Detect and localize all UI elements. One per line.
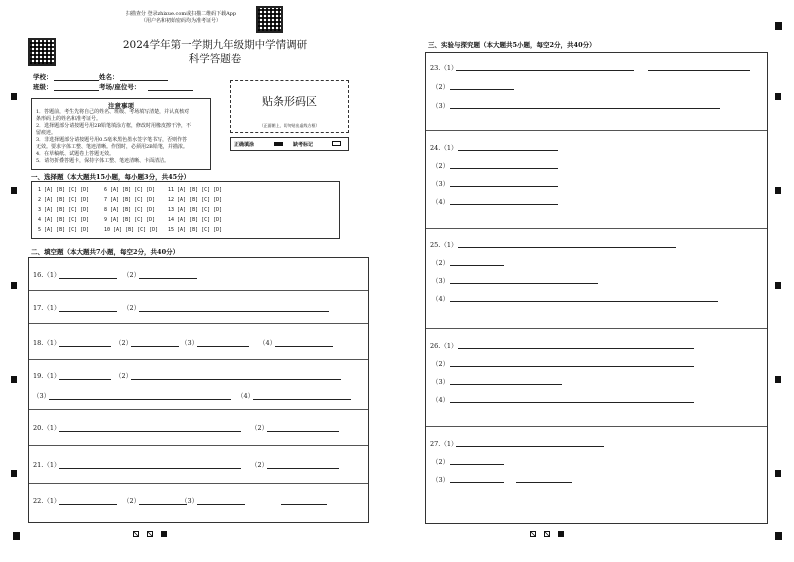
answer-line[interactable]: [450, 89, 514, 90]
choice-item[interactable]: 8 [A] [B] [C] [D]: [104, 207, 156, 213]
answer-line[interactable]: [275, 346, 333, 347]
question-18: [29, 324, 368, 360]
notice-line: 5．请勿折叠答题卡，保持字体工整、笔迹清晰、卡面清洁。: [36, 158, 170, 164]
q26-4-label: （4）: [432, 396, 450, 404]
answer-line[interactable]: [59, 379, 111, 380]
notice-line: 条形码上的姓名和准考证号。: [36, 116, 102, 122]
answer-line[interactable]: [516, 482, 572, 483]
registration-mark: [775, 470, 781, 477]
barcode-title: 贴条形码区: [262, 95, 317, 108]
answer-line[interactable]: [450, 186, 558, 187]
student-qr-code-icon: [28, 38, 56, 66]
choice-item[interactable]: 10 [A] [B] [C] [D]: [104, 227, 159, 233]
answer-line[interactable]: [139, 311, 329, 312]
answer-line[interactable]: [450, 482, 504, 483]
answer-line[interactable]: [139, 278, 197, 279]
q20-label: 20.（1）: [33, 424, 61, 432]
answer-line[interactable]: [59, 278, 117, 279]
q19-label: 19.（1）: [33, 372, 61, 380]
correct-fill-label: 正确填涂: [234, 142, 255, 148]
q24-label: 24.（1）: [430, 144, 458, 152]
answer-line[interactable]: [59, 431, 241, 432]
correct-fill-sample-icon: [274, 142, 283, 146]
answer-line[interactable]: [197, 346, 249, 347]
exam-room-field[interactable]: [148, 90, 193, 91]
q17-label: 17.（1）: [33, 304, 61, 312]
answer-line[interactable]: [281, 504, 327, 505]
fill-in-answer-box: [28, 257, 369, 523]
choice-item[interactable]: 6 [A] [B] [C] [D]: [104, 187, 156, 193]
registration-mark: [11, 470, 17, 477]
answer-line[interactable]: [267, 468, 339, 469]
choice-item[interactable]: 15 [A] [B] [C] [D]: [168, 227, 223, 233]
name-field[interactable]: [120, 80, 168, 81]
q18-2-label: （2）: [115, 339, 133, 347]
answer-line[interactable]: [49, 399, 231, 400]
answer-line[interactable]: [458, 348, 694, 349]
question-25: [426, 229, 767, 329]
choice-item[interactable]: 2 [A] [B] [C] [D]: [38, 197, 90, 203]
choice-item[interactable]: 14 [A] [B] [C] [D]: [168, 217, 223, 223]
registration-mark: [11, 282, 17, 289]
answer-line[interactable]: [456, 446, 604, 447]
choice-item[interactable]: 9 [A] [B] [C] [D]: [104, 217, 156, 223]
question-26: [426, 329, 767, 427]
question-20: [29, 410, 368, 446]
q19-3-label: （3）: [33, 392, 51, 400]
answer-line[interactable]: [267, 431, 339, 432]
q16-2-label: （2）: [123, 271, 141, 279]
q23-3-label: （3）: [432, 102, 450, 110]
section2-title: 二、填空题（本大题共7小题，每空2分，共40分）: [31, 248, 180, 256]
absent-mark-checkbox[interactable]: [332, 141, 341, 146]
q25-4-label: （4）: [432, 295, 450, 303]
answer-line[interactable]: [648, 70, 750, 71]
registration-mark: [775, 282, 781, 289]
notice-line: 4．在草稿纸、试题卷上答题无效。: [36, 151, 115, 157]
school-label: 学校：: [33, 73, 53, 81]
q26-3-label: （3）: [432, 378, 450, 386]
app-qr-code-icon: [256, 6, 283, 33]
exam-room-label: 考场/座位号：: [99, 83, 141, 91]
answer-line[interactable]: [456, 70, 634, 71]
page-subtitle: 科学答题卷: [188, 53, 242, 65]
q25-label: 25.（1）: [430, 241, 458, 249]
experiment-answer-box: [425, 52, 768, 524]
registration-mark: [775, 93, 781, 100]
fill-legend: [230, 137, 349, 151]
registration-mark: [775, 22, 782, 30]
choice-item[interactable]: 4 [A] [B] [C] [D]: [38, 217, 90, 223]
registration-mark: [13, 532, 20, 540]
q16-label: 16.（1）: [33, 271, 61, 279]
answer-line[interactable]: [59, 504, 117, 505]
q26-label: 26.（1）: [430, 342, 458, 350]
answer-line[interactable]: [450, 265, 504, 266]
answer-line[interactable]: [450, 204, 558, 205]
choice-item[interactable]: 5 [A] [B] [C] [D]: [38, 227, 90, 233]
answer-line[interactable]: [131, 346, 179, 347]
q20-2-label: （2）: [251, 424, 269, 432]
choice-item[interactable]: 12 [A] [B] [C] [D]: [168, 197, 223, 203]
notice-line: 2．选择题部分请按题号用2B铅笔填涂方框，修改时用橡皮擦干净，不: [36, 123, 192, 129]
section3-title: 三、实验与探究题（本大题共5小题，每空2分，共40分）: [428, 41, 596, 49]
q26-2-label: （2）: [432, 360, 450, 368]
class-label: 班级：: [33, 83, 53, 91]
notice-line: 无效。要求字体工整、笔迹清晰。作图时，必须用2B铅笔，并描浓。: [36, 144, 188, 150]
q19-2-label: （2）: [115, 372, 133, 380]
q22-label: 22.（1）: [33, 497, 61, 505]
q21-label: 21.（1）: [33, 461, 61, 469]
scan-instruction-note: （用户名和初始密码均为准考证号）: [140, 18, 221, 24]
answer-line[interactable]: [450, 168, 558, 169]
choice-item[interactable]: 3 [A] [B] [C] [D]: [38, 207, 90, 213]
answer-line[interactable]: [450, 301, 718, 302]
registration-mark: [775, 532, 782, 540]
answer-line[interactable]: [450, 366, 694, 367]
q18-4-label: （4）: [259, 339, 277, 347]
answer-line[interactable]: [450, 384, 562, 385]
registration-mark: [775, 187, 781, 194]
page-code-mark: [544, 531, 550, 537]
page-code-mark: [161, 531, 167, 537]
q25-2-label: （2）: [432, 259, 450, 267]
q17-2-label: （2）: [123, 304, 141, 312]
page-code-mark: [558, 531, 564, 537]
class-field[interactable]: [54, 90, 99, 91]
school-field[interactable]: [54, 80, 99, 81]
question-27: [426, 427, 767, 525]
choice-grid: [31, 181, 340, 239]
registration-mark: [11, 376, 17, 383]
section1-title: 一、选择题（本大题共15小题，每小题3分，共45分）: [31, 173, 191, 181]
choice-item[interactable]: 7 [A] [B] [C] [D]: [104, 197, 156, 203]
q23-label: 23.（1）: [430, 64, 458, 72]
answer-line[interactable]: [59, 346, 111, 347]
question-19: [29, 360, 368, 410]
question-24: [426, 131, 767, 229]
question-22: [29, 484, 368, 524]
notice-box: [31, 98, 211, 170]
answer-line[interactable]: [450, 402, 694, 403]
q24-3-label: （3）: [432, 180, 450, 188]
choice-item[interactable]: 11 [A] [B] [C] [D]: [168, 187, 223, 193]
absent-mark-label: 缺考标记: [293, 142, 314, 148]
answer-line[interactable]: [458, 247, 676, 248]
q21-2-label: （2）: [251, 461, 269, 469]
q18-3-label: （3）: [181, 339, 199, 347]
notice-line: 3．非选择题部分请按题号用0.5毫米黑色墨水签字笔书写，否则作答: [36, 137, 188, 143]
q23-2-label: （2）: [432, 83, 450, 91]
answer-line[interactable]: [450, 283, 598, 284]
q27-3-label: （3）: [432, 476, 450, 484]
answer-line[interactable]: [139, 504, 187, 505]
q27-2-label: （2）: [432, 458, 450, 466]
registration-mark: [11, 93, 17, 100]
notice-title: 注意事项: [108, 102, 134, 110]
name-label: 姓名：: [99, 73, 119, 81]
q27-label: 27.（1）: [430, 440, 458, 448]
answer-line[interactable]: [131, 379, 341, 380]
answer-line[interactable]: [197, 504, 245, 505]
barcode-area: [230, 80, 349, 133]
notice-line: 1．答题前，考生先将自己的姓名、班级、考场填写清楚，并认真核对: [36, 109, 190, 115]
barcode-note: （正面朝上，切勿贴出虚线方框）: [259, 123, 320, 128]
q19-4-label: （4）: [237, 392, 255, 400]
question-16: [29, 258, 368, 291]
page-code-mark: [147, 531, 153, 537]
choice-item[interactable]: 1 [A] [B] [C] [D]: [38, 187, 90, 193]
answer-line[interactable]: [253, 399, 351, 400]
question-23: [426, 53, 767, 131]
choice-item[interactable]: 13 [A] [B] [C] [D]: [168, 207, 223, 213]
page-code-mark: [133, 531, 139, 537]
q25-3-label: （3）: [432, 277, 450, 285]
scan-instruction: 扫描查分 登录zhixue.com或扫描二维码下载App: [125, 11, 237, 17]
answer-line[interactable]: [450, 108, 720, 109]
question-21: [29, 446, 368, 484]
answer-line[interactable]: [59, 468, 241, 469]
registration-mark: [775, 376, 781, 383]
q24-4-label: （4）: [432, 198, 450, 206]
q24-2-label: （2）: [432, 162, 450, 170]
registration-mark: [11, 187, 17, 194]
q22-3-label: （3）: [181, 497, 199, 505]
page-title: 2024学年第一学期九年级期中学情调研: [122, 39, 308, 51]
page-code-mark: [530, 531, 536, 537]
q18-label: 18.（1）: [33, 339, 61, 347]
question-17: [29, 291, 368, 324]
notice-line: 留痕迹。: [36, 130, 57, 136]
answer-line[interactable]: [458, 150, 558, 151]
answer-line[interactable]: [59, 311, 117, 312]
answer-line[interactable]: [450, 464, 504, 465]
q22-2-label: （2）: [123, 497, 141, 505]
